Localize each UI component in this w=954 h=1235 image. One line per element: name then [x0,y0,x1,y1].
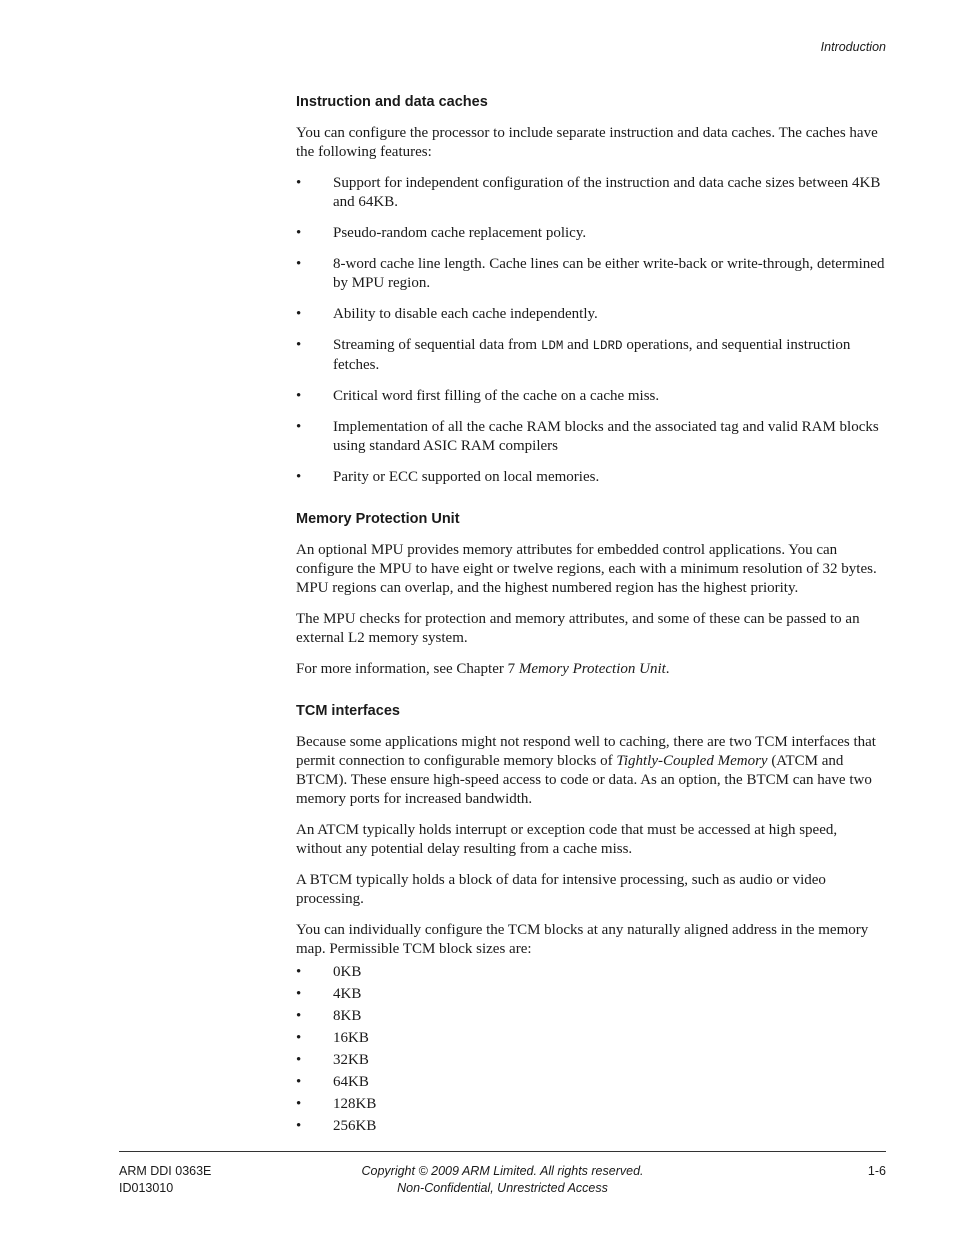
list-item: • Pseudo-random cache replacement policy. [296,225,587,241]
caches-intro: You can configure the processor to include separate instruction and data caches. The caches have the following features: [296,125,878,160]
list-item: • 8KB [296,1005,886,1027]
list-item: • 0KB [296,961,886,983]
mpu-paragraph-3: For more information, see Chapter 7 Memory Protection Unit. [296,661,670,677]
bullet: • [296,1052,302,1068]
bullet: • [296,1074,302,1090]
list-item: • 32KB [296,1049,886,1071]
list-item: • 128KB [296,1093,886,1115]
bullet: • [296,419,302,435]
section-heading-tcm: TCM interfaces [296,703,400,719]
tcm-size-list [296,961,886,1137]
bullet: • [296,469,302,485]
list-item: • Streaming of sequential data from LDM and LDRD operations, and sequential instruction fetches. [296,337,851,373]
access-notice: Non-Confidential, Unrestricted Access [397,1181,608,1195]
code-ldm: LDM [540,339,564,353]
list-item: • 8-word cache line length. Cache lines can be either write-back or write-through, determined by MPU region. [296,256,885,291]
list-item: • Ability to disable each cache independently. [296,306,598,322]
tcm-paragraph-1: Because some applications might not respond well to caching, there are two TCM interfaces that permit connection to configurable memory blocks of Tightly-Coupled Memory (ATCM and BTCM). These ensure high-speed access to code or data. As an option, the BTCM can have two memory ports for increased bandwidth. [296,734,876,807]
mpu-paragraph-2: The MPU checks for protection and memory attributes, and some of these can be passed to an external L2 memory system. [296,611,860,646]
list-item: • 16KB [296,1027,886,1049]
list-item: • 4KB [296,983,886,1005]
list-item: • Implementation of all the cache RAM blocks and the associated tag and valid RAM blocks using standard ASIC RAM compilers [296,419,879,454]
bullet: • [296,225,302,241]
bullet: • [296,256,302,272]
bullet: • [296,306,302,322]
list-item: • 256KB [296,1115,886,1137]
tcm-paragraph-3: A BTCM typically holds a block of data for intensive processing, such as audio or video processing. [296,872,826,907]
tcm-paragraph-2: An ATCM typically holds interrupt or exception code that must be accessed at high speed, without any potential delay resulting from a cache miss. [296,822,838,857]
section-heading-mpu: Memory Protection Unit [296,511,460,527]
chapter-reference: Memory Protection Unit [518,661,666,677]
issue-id: ID013010 [119,1181,174,1195]
bullet: • [296,175,302,191]
term-tightly-coupled-memory: Tightly-Coupled Memory [616,753,768,769]
page-number: 1-6 [867,1164,886,1178]
bullet: • [296,1030,302,1046]
bullet: • [296,964,302,980]
footer-legal [119,1163,886,1197]
bullet: • [296,1008,302,1024]
mpu-paragraph-1: An optional MPU provides memory attributes for embedded control applications. You can configure the MPU to have eight or twelve regions, each with a minimum resolution of 32 bytes. MPU regions can overlap, and the highest numbered region has the highest priority. [296,542,877,596]
bullet: • [296,1118,302,1134]
running-header: Introduction [820,40,886,54]
doc-id: ARM DDI 0363E [119,1164,212,1178]
caches-feature-list [296,174,886,487]
list-item: • Critical word first filling of the cache on a cache miss. [296,388,660,404]
code-ldrd: LDRD [592,339,623,353]
bullet: • [296,388,302,404]
bullet: • [296,1096,302,1112]
list-item: • 64KB [296,1071,886,1093]
section-heading-caches: Instruction and data caches [296,94,488,110]
bullet: • [296,986,302,1002]
list-item: • Support for independent configuration of the instruction and data cache sizes between 4KB and 64KB. [296,175,881,210]
footer-divider [119,1151,886,1152]
bullet: • [296,337,302,353]
tcm-paragraph-4: You can individually configure the TCM blocks at any naturally aligned address in the memory map. Permissible TCM block sizes are: [296,922,869,957]
copyright-notice: Copyright © 2009 ARM Limited. All rights reserved. [361,1164,644,1178]
page-body [296,92,886,1137]
list-item: • Parity or ECC supported on local memories. [296,469,600,485]
